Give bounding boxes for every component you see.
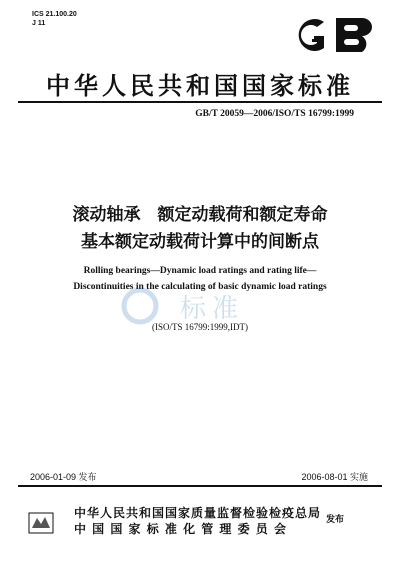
- ics-code-block: [32, 10, 77, 28]
- watermark-text: 标准: [180, 294, 245, 324]
- watermark: [118, 286, 308, 326]
- class-code: J 11: [32, 20, 46, 27]
- iso-reference: (ISO/TS 16799:1999,IDT): [152, 322, 248, 332]
- title-en-line2: Discontinuities in the calculating of basic dynamic load ratings: [73, 282, 327, 292]
- publisher-line2: 中 国 国 家 标 准 化 管 理 委 员 会: [74, 522, 287, 536]
- publisher-logo-icon: [28, 512, 54, 534]
- standard-number: GB/T 20059—2006/ISO/TS 16799:1999: [195, 109, 354, 119]
- header-rule: [18, 101, 382, 103]
- issue-date: 2006-01-09 发布: [30, 472, 97, 482]
- standard-title: 中华人民共和国国家标准: [46, 72, 354, 100]
- title-en-line1: Rolling bearings—Dynamic load ratings and rating life—: [83, 266, 317, 276]
- publish-label: 发布: [326, 515, 345, 525]
- watermark-logo-icon: [118, 286, 162, 326]
- ics-code: ICS 21.100.20: [32, 11, 77, 18]
- gb-logo-icon: [284, 12, 380, 58]
- title-cn-line2: 基本额定动载荷计算中的间断点: [81, 232, 319, 252]
- footer-rule: [18, 485, 382, 487]
- title-cn-line1: 滚动轴承 额定动载荷和额定寿命: [72, 205, 328, 225]
- publisher-line1: 中华人民共和国国家质量监督检验检疫总局: [74, 506, 322, 520]
- implement-date: 2006-08-01 实施: [301, 472, 368, 482]
